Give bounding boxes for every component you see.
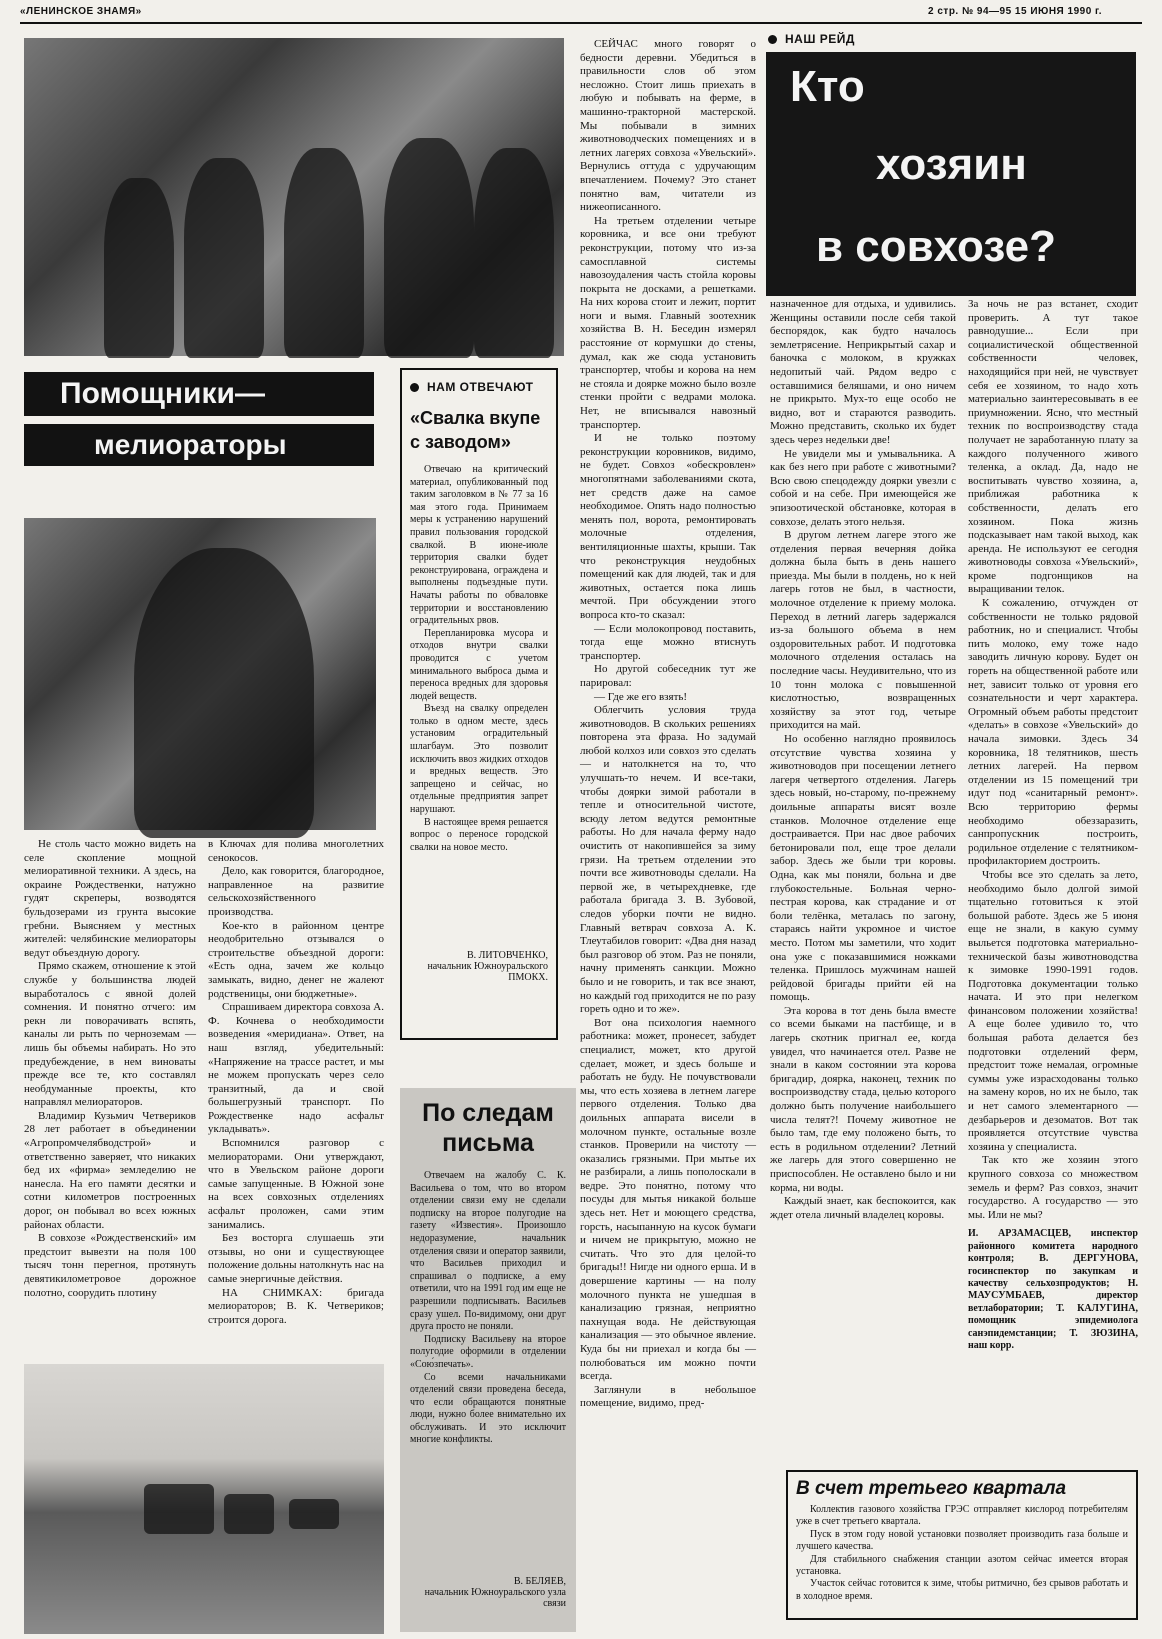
article2-title-line2: хозяин xyxy=(876,140,1027,189)
header-rule xyxy=(20,22,1142,24)
article2-title-line1: Кто xyxy=(790,62,865,111)
article2-column-2: назначенное для отдыха, и удивились. Женщины оставили после себя такой беспорядок, как будто началось землетрясение. Неприкрытый сахар и баночка с молоком, в кружках недопитый чай. Рядом ведро с оставшимися беляшами, и оно ничем не прикрыто. Мух-то еще особо не видно, вот и стараются разводить. Можно представить, сколько их будет здесь через недельки две! Не увидели мы и умывальника. А как без него при работе с животными? Всю свою спецодежду доярки увезли с собой и на себе. При имеющейся же эпизоотической обстановке, которая в совхозе, делать этого нельзя. В другом летнем лагере этого же отделения первая вечерняя дойка должна была быть в день нашего приезда. Мы были в полдень, но к ней лагерь готов не был, в частности, молочное отделение к приему молока. Переход в летний лагерь задержался из-за большого объема в нем оздоровительных работ. И подготовка молочного отделения осталась на последние часы. Неудивительно, что из 10 тонн молока с повышенной кислотностью, возвращенных хозяйству за этот год, четыре приходится на май. Но особенно наглядно проявилось отсутствие чувства хозяина у животноводов при посещении летнего лагеря четвертого отделения. Лагерь здесь новый, но-старому, по-прежнему доильные аппараты висят возле станков. Молочное отделение еще достраивается. При нас двое рабочих бетонировали пол, еще трое делали забор. Здесь же были три коровы. Одна, как мы поняли, больна и две глубокостельные. Больная черно-пестрая корова, как страдание и от боли телёнка, металась по загону, стараясь найти укромное и чистое место. Потом мы заметили, что ходит она уже с показавшимися ножками теленка. Пришлось мужчинам нашей рейдовой бригады прийти ей на помощь. Эта корова в тот день была вместе со всеми быками на пастбище, и в лагерь скотник пригнал ее, когда увидел, что начинается отел. Разве не знали в каком состоянии эта корова бригадир, доярка, наконец, техник по воспроизводству стада, целью которого должно быть получение наибольшего числа телят?! Почему животное не было там, где ему положено быть, то есть в родильном отделении? Летний же лагерь для этого совершенно не приспособлен. Не оставлено было и ни корма, ни воды. Каждый знает, как беспокоится, как ждет отела личный владелец коровы. xyxy=(770,298,956,1221)
article2-title-block xyxy=(766,52,1136,296)
article2-column-3: За ночь не раз встанет, сходит проверить. А тут такое равнодушие... Если при социалистической общественной собственности человек, находящийся при ней, не чувствует себя ее хозяином, то надо хоть материально заинтересовывать в ее приумножении. Ясно, что местный техник по воспроизводству стада получает не заработанную плату за каждого полученного живого теленка, а оклад. Да, надо не воспитывать чувство хозяина, а, приближая работника к собственности, делать его хозяином. Пока жизнь подсказывает нам такой выход, как аренда. Не используют ее сегодня животноводы совхоза «Увельский», кроме подгонщиков на выращивании телок. К сожалению, отчужден от собственности не только рядовой работник, но и специалист. Чтобы пить молоко, ему тоже надо заводить личную корову. Будет он гореть на общественной работе или нет, зависит только от уровня его сознательности и черт характера. Огромный объем работы предстоит «делать» в совхозе «Увельский» до начала зимовки. Здесь 34 коровника, 18 телятников, шесть летних лагерей. На первом отделении из 15 помещений три идут под «санитарный ремонт». Всю территорию фермы необходимо обеззаразить, санпропускник построить, родильное отделение с телятником-профилакторием достроить. Чтобы все это сделать за лето, необходимо было долгой зимой тщательно готовиться к этой большой работе. Здесь же 5 июня еще не знали, в какую сумму выльется подготовка материально-технической базы животноводства к зимовке 1990-1991 годов. Подготовка документации только начата. И это при нелегком финансовом положении хозяйства! А еще более удивило то, что большая работа делается без подготовки отделений ферм, предстоит тоже немалая, огромные суммы уже израсходованы только на замену коров, но их не было, так и нет самого элементарного — дезбарьеров и дезоматов. Вот так проявляется отсутствие чувства хозяина у специалиста. Так кто же хозяин этого крупного совхоза со множеством земель и ферм? Раз совхоз, значит государство. А государство — это мы. Или не мы? И. АРЗАМАСЦЕВ, инспектор районного комитета народного контроля; В. ДЕРГУНОВА, госинспектор по закупкам и качеству сельхозпродуктов; Н. МАУСУМБАЕВ, директор ветлаборатории; Т. КАЛУГИНА, помощник эпидемиолога санэпидемстанции; Т. ЗЮЗИНА, наш корр. xyxy=(968,298,1138,1352)
note-title: В счет третьего квартала xyxy=(796,1478,1067,1499)
note-box xyxy=(786,1470,1138,1620)
bullet-icon xyxy=(410,383,419,392)
bullet-icon xyxy=(768,35,777,44)
article1-column-2: в Ключах для полива многолетних сенокосов. Дело, как говорится, благородное, направленное на развитие сельскохозяйственного производства. Кое-кто в районном центре неодобрительно отзывался о строительстве объездной дороги: «Есть одна, зачем же кольцо замыкать, видно, денег не жалеют родственицы, они бюджетные». Спрашиваем директора совхоза А. Ф. Кочнева о необходимости возведения «меридиана». Ответ, на наш взгляд, убедительный: «Напряжение на трассе растет, и мы не можем пропускать через село транзитный, да и свой большегрузный транспорт. По Рождественке надо асфальт укладывать». Вспомнился разговор с мелиораторами. Они утверждают, что в Увельском районе дороги самые запущенные. В Южной зоне на всех совхозных отделениях асфальт проложен, сами этим занимались. Без восторга слушаешь эти отзывы, но они и существующее положение дольны натолкнуть нас на самые энергичные действия. НА СНИМКАХ: бригада мелиораторов; В. К. Четвериков; строится дорога. xyxy=(208,838,384,1326)
letter1-title: «Свалка вкупе с заводом» xyxy=(410,408,541,452)
article2-signatures: И. АРЗАМАСЦЕВ, инспектор районного комитета народного контроля; В. ДЕРГУНОВА, госинспектор по закупкам и качеству сельхозпродуктов; Н. МАУСУМБАЕВ, директор ветлаборатории; Т. КАЛУГИНА, помощник эпидемиолога санэпидемстанции; Т. ЗЮЗИНА, наш корр. xyxy=(968,1228,1138,1352)
letter1-body: Отвечаю на критический материал, опубликованный под таким заголовком в № 77 за 16 мая этого года. Принимаем меры к устранению нарушений правил пользования городской свалкой. В июне-июле территория свалки будет реконструирована, ограждена и выполнены подъездные пути. Начаты работы по обваловке территории и восстановлению оградительных рвов. Перепланировка мусора и отходов внутри свалки проводится с учетом минимального выброса дыма и переноса вредных для здоровья людей веществ. Въезд на свалку определен только в одном месте, здесь установим оградительный шлагбаум. Это позволит исключить ввоз жидких отходов и вредных веществ. Это запрещено и сейчас, но отдельные предприятия запрет нарушают. В настоящее время решается вопрос о переносе городской свалки на новое место. xyxy=(410,464,548,853)
article1-title-line2: мелиораторы xyxy=(24,424,374,466)
letter1-position: начальник Южноуральского ПМОКХ. xyxy=(427,961,548,983)
newspaper-name: «ЛЕНИНСКОЕ ЗНАМЯ» xyxy=(20,6,142,17)
letter2-title: По следам письма xyxy=(422,1099,554,1157)
article2-column-1: СЕЙЧАС много говорят о бедности деревни. Убедиться в правильности слов об этом несложно. Стоит лишь приехать в любую и побывать на ферме, в машинно-тракторной мастерской. Мы побывали в зимних животноводческих помещениях и в летних лагерях совхоза «Увельский». Вернулись оттуда с удручающим впечатлением. Почему? Это станет понятно вам, читатели из нижеописанного. На третьем отделении четыре коровника, и все они требуют реконструкции, потому что из-за самосплавной системы навозоудаления часть стойла коровы покрыта не досками, а решетками. На них корова стоит и лежит, портит ноги и вымя. Главный зоотехник хозяйства В. Н. Беседин измерял расстояние от кормушки до стены, думал, как же сюда установить транспортер, чтобы и корова на нем не стояла и доярке можно было возле стенки пройти с ведрами молока. Нет, не вписывался навозный транспортер. И не только поэтому реконструкции коровников, видимо, не будет. Совхоз «обескровлен» многопятнами заболеваниями скота, нет средств даже на самое необходимое. Опять надо полностью менять пол, ворота, ремонтировать молочные отделения, вентиляционные шахты, крыши. Так что реконструкция неудобных помещений как для людей, так и для животных, остается пока лишь мечтой. При обсуждении этого вопроса кто-то сказал: — Если молокопровод поставить, тогда еще можно втиснуть транспортер. Но другой собеседник тут же парировал: — Где же его взять! Облегчить условия труда животноводов. В скольких решениях повторена эта фраза. Но задумай любой колхоз или совхоз это сделать — и натолкнется на то, что улучшать-то нечем. И все-таки, чтобы доярки зимой работали в тепле и относительной чистоте, всюду летом ведутся ремонтные работы. Но для начала ферму надо очистить от накопившейся за зиму грязи. На третьем отделении это почти все животноводы сделали. На первой же, в четырехдневке, где работала бригада З. В. Зубовой, следов уборки почти не видно. Главный ветврач совхоза А. К. Тлеутабилов говорит: «Два дня назад был разговор об этом. Раз не поняли, начну применять санкции. Можно было и не говорить, и так все знают, но каждый год приходится не по разу гореть одно и то же». Вот она психология наемного работника: может, пронесет, забудет специалист, может, кто другой сделает, может, и здесь больше и работать не буду. Не почувствовали мы, что есть хозяева в летнем лагере первого отделения. Только два доильных аппарата висели в молочном пункте, остальные возле станков. Проверили на чистоту — оказались грязными. При мытье их не разбирали, а лишь пополоскали в ведре. Это понятно, потому что посуды для мытья никакой больше здесь нет. Нет и моющего средства, горсть, насыпанную на кусок бумаги и ничем не прикрытую, можно не считать. Что это для целой-то бригады!! Нигде ни одного ерша. И в довершение картины — на полу молочного пункта не ушедшая в канализацию грязная, неприятно пахнущая вода. Не действующая канализация — это обычное явление. Куда бы ни приехал и когда бы — полюбоваться им можно почти всегда. Заглянули в небольшое помещение, видимо, пред- xyxy=(580,38,756,1410)
letter1-signature: В. ЛИТОВЧЕНКО, xyxy=(466,950,548,961)
issue-info: 2 стр. № 94—95 15 ИЮНЯ 1990 г. xyxy=(928,6,1102,17)
article1-column-1: Не столь часто можно видеть на селе скопление мощной мелиоративной техники. А здесь, на окраине Рождественки, натужно гудят скреперы, возводятся бульдозерами из грунта высокие гребни. Выясняем у местных жителей: челябинские мелиораторы ведут объездную дорогу. Прямо скажем, отношение к этой службе у большинства людей выработалось с явной долей сомнения. И понятно отчего: им рекн ли поворачивать вспять, каналы ли рыть по черноземам — лишь бы объемы набирать. Но это предубеждение, в нем виноваты прежде все те, кто составлял необдуманные проекты, кто направлял мелиораторов. Владимир Кузьмич Четвериков 28 лет работает в объединении «Агропромчелябводстрой» и ответственно заверяет, что никаких бед их «фирма» земледелию не нанесла. На его памяти десятки и сотни километров построенных дорог, он побывал во всех южных районах области. В совхозе «Рождественский» им предстоит вывезти на поля 100 тысяч тонн перегноя, протянуть девятикилометровое дорожное полотно, соорудить плотину xyxy=(24,838,196,1299)
note-body: Коллектив газового хозяйства ГРЭС отправляет кислород потребителям уже в счет третьего квартала. Пуск в этом году новой установки позволяет производить газа больше и лучшего качества. Для стабильного снабжения станции азотом сейчас имеется вторая установка. Участок сейчас готовится к зиме, чтобы ритмично, без срывов работать и в холодное время. xyxy=(796,1504,1128,1602)
letter2-body: Отвечаем на жалобу С. К. Васильева о том, что во втором отделении связи ему не сделали подписку на второе полугодие на газету «Известия». Произошло недоразумение, начальник отделения связи и оператор заявили, что Васильев приходил и спрашивал о подписке, а ему ответили, что на 1991 год им еще не разрешили подписывать. Васильев сразу ушел. По-видимому, они друг друга просто не поняли. Подписку Васильеву на второе полугодие оформили в отделении «Сою́зпечать». Со всеми начальниками отделений связи проведена беседа, что если обращаются понятные люди, нужно более внимательно их обслуживать. И это исключит многие конфликты. xyxy=(410,1170,566,1446)
portrait-photo xyxy=(24,518,376,830)
letter2-signature: В. БЕЛЯЕВ, xyxy=(513,1576,566,1587)
letter2-panel xyxy=(400,1088,576,1632)
article2-title-line3: в совхозе? xyxy=(816,222,1056,271)
letter2-position: начальник Южноуральского узла связи xyxy=(424,1587,566,1609)
brigade-photo xyxy=(24,38,564,356)
letter1-rubric: НАМ ОТВЕЧАЮТ xyxy=(410,380,548,394)
road-photo xyxy=(24,1364,384,1634)
letter1-box xyxy=(400,368,558,1040)
article1-title-line1: Помощники— xyxy=(24,372,374,416)
article2-rubric: НАШ РЕЙД xyxy=(768,32,855,46)
